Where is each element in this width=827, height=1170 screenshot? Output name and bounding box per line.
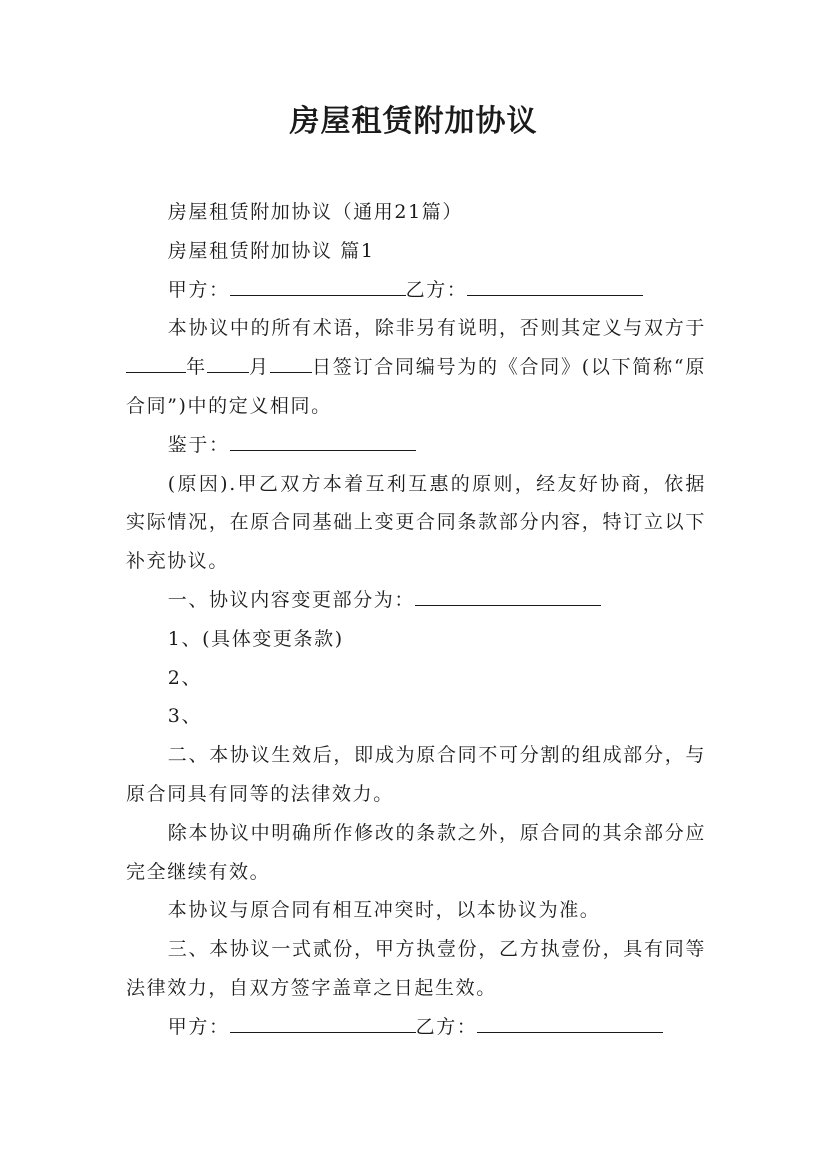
definitions-text-2: 日签订合同编号为的《合同》(以下简称“原合同”)中的定义相同。 [126,356,706,417]
signature-party-b-label: 乙方： [415,1015,478,1038]
list-item: 1、(具体变更条款) [167,627,344,650]
definitions-paragraph [126,309,706,425]
whereas-blank [230,430,416,451]
party-a-label: 甲方： [167,278,230,301]
whereas-label: 鉴于： [167,433,230,456]
year-blank [126,352,186,373]
subtitle: 房屋租赁附加协议（通用21篇） [167,201,463,223]
remainder-paragraph: 除本协议中明确所作修改的条款之外，原合同的其余部分应完全继续有效。 [126,821,706,883]
document-title: 房屋租赁附加协议 [289,104,538,139]
party-b-label: 乙方： [405,278,468,301]
signature-line [126,1008,706,1047]
conflict-paragraph: 本协议与原合同有相互冲突时，以本协议为准。 [167,899,601,922]
day-blank [270,352,312,373]
reason-paragraph: (原因).甲乙双方本着互利互惠的原则，经友好协商，依据实际情况，在原合同基础上变更合同条款部分内容，特订立以下补充协议。 [126,472,706,573]
month-blank [207,352,249,373]
signature-party-a-label: 甲方： [167,1015,230,1038]
list-item: 3、 [167,705,203,728]
party-b-blank [467,275,643,296]
signature-party-a-blank [230,1012,416,1033]
document-body [126,193,706,1047]
clause-one-blank [415,585,601,606]
section-heading: 房屋租赁附加协议 篇1 [167,239,375,262]
month-label: 月 [248,356,270,379]
party-a-blank [230,275,406,296]
clause-one [126,581,706,620]
year-label: 年 [186,356,207,379]
clause-two: 二、本协议生效后，即成为原合同不可分割的组成部分，与原合同具有同等的法律效力。 [126,744,706,805]
list-item: 2、 [167,666,203,689]
signature-party-b-blank [477,1012,663,1033]
clause-one-text: 一、协议内容变更部分为： [167,588,415,611]
definitions-text-1: 本协议中的所有术语，除非另有说明，否则其定义与双方于 [167,317,706,340]
parties-line [126,271,706,310]
clause-three: 三、本协议一式贰份，甲方执壹份，乙方执壹份，具有同等法律效力，自双方签字盖章之日起生效。 [126,938,706,999]
whereas-line [126,426,706,465]
